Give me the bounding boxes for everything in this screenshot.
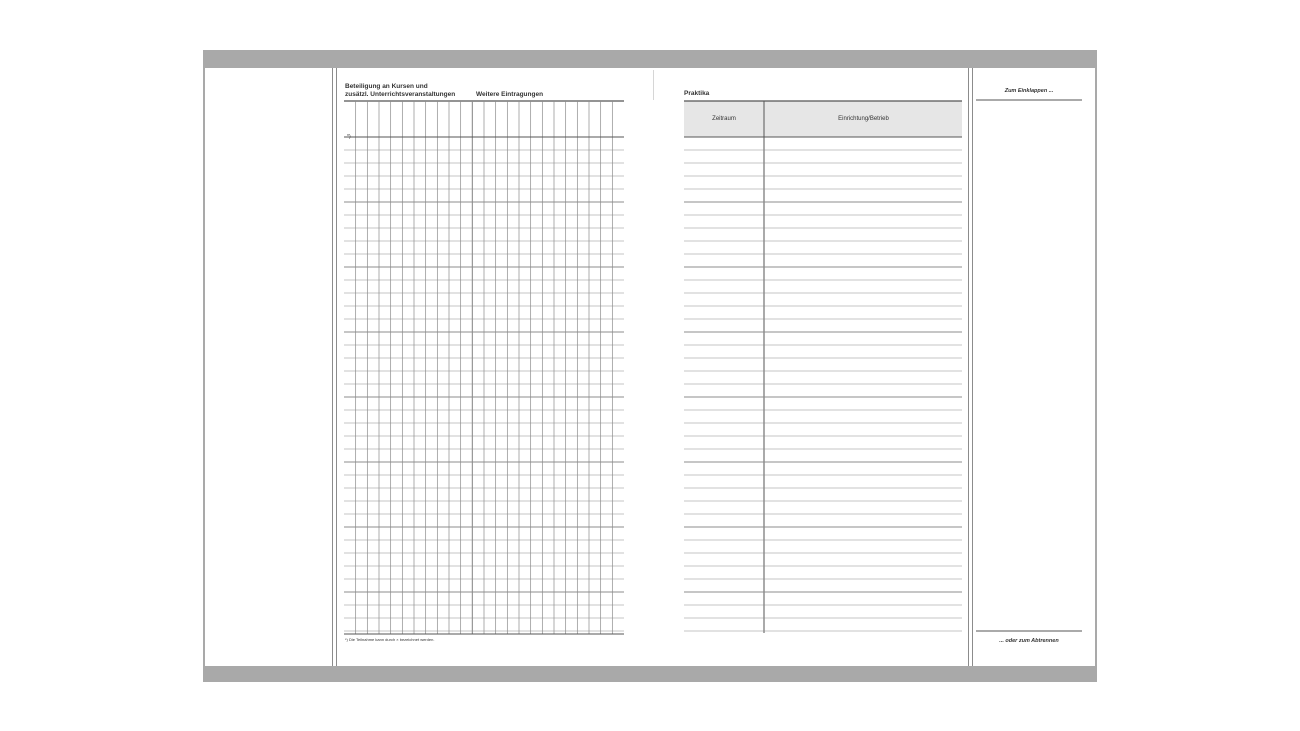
institution-column-header: Einrichtung/Betrieb xyxy=(838,116,889,122)
flap-fold-label: Zum Einklappen ... xyxy=(1004,88,1054,94)
period-column-header: Zeitraum xyxy=(712,116,736,122)
flap-detach-label: ... oder zum Abtrennen xyxy=(999,638,1059,644)
footnote-marker: *) xyxy=(347,134,351,140)
further-entries-heading: Weitere Eintragungen xyxy=(476,91,544,98)
course-heading-line2: zusätzl. Unterrichtsveranstaltungen xyxy=(345,91,456,98)
course-heading-line1: Beteiligung an Kursen und xyxy=(345,83,428,90)
internships-heading: Praktika xyxy=(684,90,710,97)
footnote: *) Die Teilnahme kann durch × bezeichnet werden. xyxy=(345,637,435,642)
